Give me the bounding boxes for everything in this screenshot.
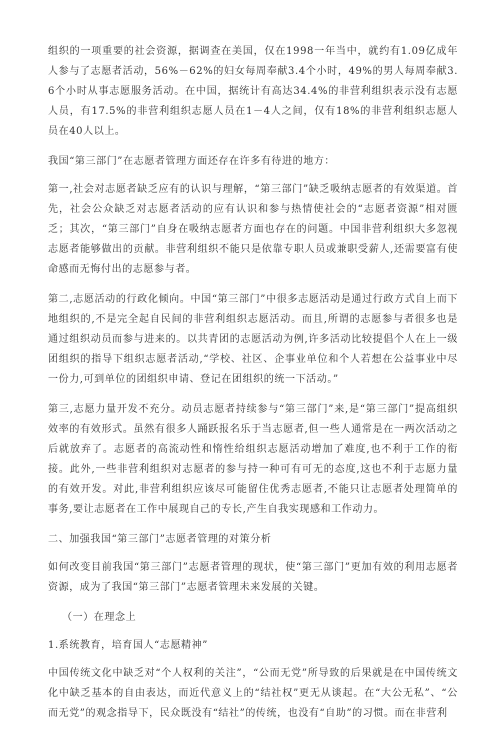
paragraph-problem-two: 第二,志愿活动的行政化倾向。中国“第三部门”中很多志愿活动是通过行政方式自上而下地组织的,不是完全起自民间的非营利组织志愿活动。而且,所谓的志愿参与者很多也是通过组织动员而参与进来的。以共青团的志愿活动为例,许多活动比较提倡个人在上一级团组织的指导下组织志愿者活动,“学校、社区、企事业单位和个人若想在公益事业中尽一份力,可到单位的团组织申请、登记在团组织的统一下活动。”	[48, 294, 458, 385]
section-heading-countermeasures: 二、加强我国“第三部门”志愿者管理的对策分析	[48, 534, 272, 545]
paragraph-traditional-culture: 中国传统文化中缺乏对“个人权利的关注”，“公而无党”所导致的后果就是在中国传统文化中缺乏基本的自由表达，而近代意义上的“结社权”更无从谈起。在“大公无私”、“公而无党”的观念指导下，民众既没有“结社”的传统，也没有“自助”的习惯。而在非营利	[48, 668, 458, 719]
document-page	[48, 42, 458, 734]
paragraph-problem-one: 第一,社会对志愿者缺乏应有的认识与理解，“第三部门”缺乏吸纳志愿者的有效渠道。首先，社会公众缺乏对志愿者活动的应有认识和参与热情使社会的“志愿者资源”相对匮乏；其次，“第三部门”自身在吸纳志愿者方面也存在的问题。中国非营利组织大多忽视志愿者能够做出的贡献。非营利组织不能只是依靠专职人员或兼职受薪人,还需要富有使命感而无悔付出的志愿参与者。	[48, 184, 458, 275]
paragraph-problems-intro: 我国“第三部门”在志愿者管理方面还存在许多有待进的地方：	[48, 156, 336, 167]
paragraph-countermeasures-intro: 如何改变目前我国“第三部门”志愿者管理的现状，使“第三部门”更加有效的利用志愿者资源，成为了我国“第三部门”志愿者管理未来发展的关键。	[48, 562, 458, 593]
paragraph-volunteer-statistics: 组织的一项重要的社会资源，据调查在美国，仅在1998一年当中，就约有1.09亿成年人参与了志愿者活动，56%－62%的妇女每周奉献3.4个小时，49%的男人每周奉献3.6个小时从事志愿服务活动。在中国，据统计有高达34.4%的非营利组织表示没有志愿人员，有17.5%的非营利组织志愿人员在1－4人之间，仅有18%的非营利组织志愿人员在40人以上。	[48, 46, 458, 137]
paragraph-problem-three: 第三,志愿力量开发不充分。动员志愿者持续参与“第三部门”来,是“第三部门”提高组织效率的有效形式。虽然有很多人踊跃报名乐于当志愿者,但一些人通常是在一两次活动之后就放弃了。志愿者的高流动性和惰性给组织志愿活动增加了难度,也不利于工作的衔接。此外,一些非营利组织对志愿者的参与持一种可有可无的态度,这也不利于志愿力量的有效开发。对此,非营利组织应该尽可能留住优秀志愿者,不能只让志愿者处理简单的事务,要让志愿者在工作中展现自己的专长,产生自我实现感和工作动力。	[48, 404, 458, 515]
item-heading-education: 1.系统教育，培育国人“志愿精神”	[48, 640, 208, 651]
subsection-heading-concept: （一）在理念上	[62, 612, 137, 623]
